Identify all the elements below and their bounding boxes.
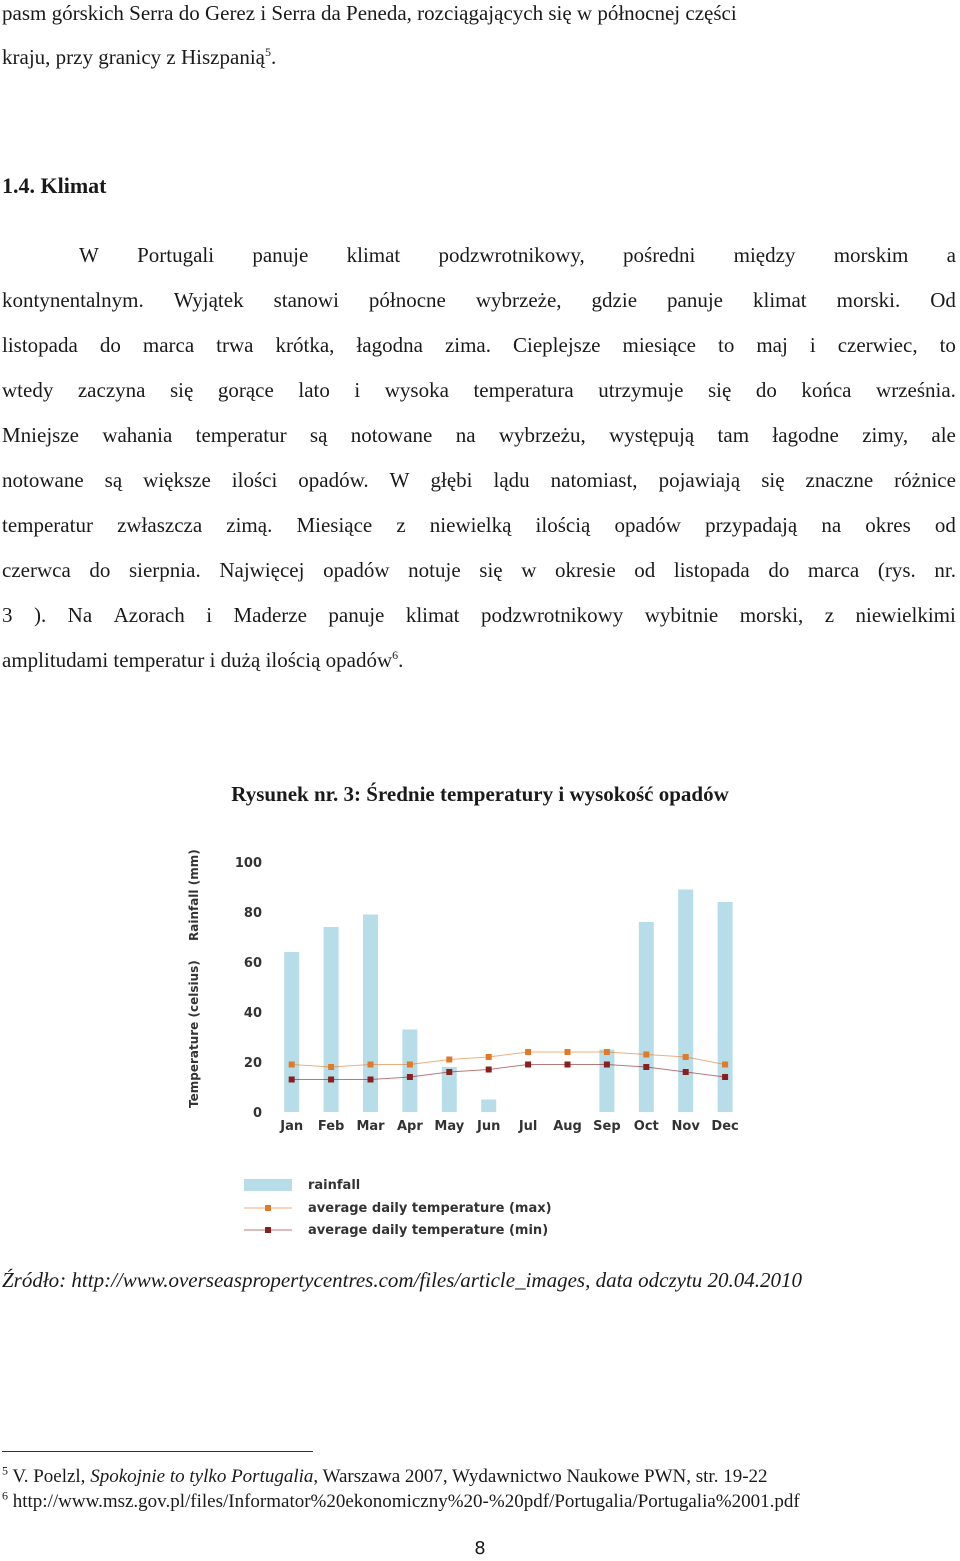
x-tick-label: Nov [671,1119,700,1134]
temp-min-point [328,1077,334,1083]
temp-min-point [722,1074,728,1080]
temp-min-point [604,1062,610,1068]
temp-max-point [683,1054,689,1060]
x-tick-label: Aug [553,1119,582,1134]
rainfall-bar-sep [599,1050,614,1113]
footnote-separator [2,1451,313,1452]
temp-min-point [446,1069,452,1075]
intro-line-1: pasm górskich Serra do Gerez i Serra da Peneda, rozciągających się w północnej części [2,1,737,25]
temp-max-point [407,1062,413,1068]
temp-max-point [289,1062,295,1068]
y-tick-label: 60 [243,956,262,971]
rainfall-bar-feb [324,927,339,1112]
rainfall-bar-oct [639,922,654,1112]
x-tick-label: Oct [633,1119,659,1134]
rainfall-bar-apr [402,1030,417,1113]
paragraph-line: temperatur zwłaszcza zimą. Miesiące z niewielką ilością opadów przypadają na okres od [2,513,956,537]
temp-min-point [565,1062,571,1068]
paragraph-line: W Portugali panuje klimat podzwrotnikowy, pośredni między morskim a [79,243,956,267]
footnote-6-link[interactable]: http://www.msz.gov.pl/files/Informator%20ekonomiczny%20-%20pdf/Portugalia/Portugalia%2001.pdf [12,1491,800,1512]
legend-marker-min [265,1227,271,1233]
footnote-ref-6[interactable]: 6 [392,648,399,662]
footnote-6: $^6$ http://www.msz.gov.pl/files/Informator%20ekonomiczny%20-%20pdf/Portugalia/Portugalia%2001.pdf [2,1488,800,1512]
figure-caption: Rysunek nr. 3: Średnie temperatury i wysokość opadów [231,782,729,806]
rainfall-bar-nov [678,890,693,1113]
paragraph-line: kontynentalnym. Wyjątek stanowi północne wybrzeże, gdzie panuje klimat morski. Od [2,288,956,312]
temp-max-point [525,1049,531,1055]
paragraph-line: wtedy zaczyna się gorące lato i wysoka temperatura utrzymuje się do końca września. [2,378,956,402]
paragraph-line: Mniejsze wahania temperatur są notowane na wybrzeżu, występują tam łagodne zimy, ale [2,423,956,447]
temp-min-point [683,1069,689,1075]
temp-max-point [643,1052,649,1058]
temp-max-point [565,1049,571,1055]
y-axis-title-rainfall: Rainfall (mm) [187,849,201,941]
climate-chart [160,846,739,1242]
temp-min-point [289,1077,295,1083]
temp-min-point [486,1067,492,1073]
paragraph-line: 3 ). Na Azorach i Maderze panuje klimat podzwrotnikowy wybitnie morski, z niewielkimi [2,603,956,627]
x-tick-label: Feb [317,1119,345,1134]
paragraph-line: notowane są większe ilości opadów. W głębi lądu natomiast, pojawiają się znaczne różnice [2,468,956,492]
legend-label: rainfall [308,1178,361,1193]
y-tick-label: 40 [243,1006,262,1021]
x-tick-label: Jun [477,1119,501,1134]
y-axis-title-temperature: Temperature (celsius) [187,960,201,1108]
rainfall-bar-dec [718,902,733,1112]
x-tick-label: Dec [711,1119,739,1134]
y-tick-label: 20 [243,1056,262,1071]
y-tick-label: 100 [234,856,262,871]
x-tick-label: Mar [356,1119,385,1134]
y-tick-label: 0 [252,1106,262,1121]
x-tick-label: Jul [518,1119,538,1134]
y-tick-label: 80 [243,906,262,921]
x-tick-label: Jan [280,1119,304,1134]
section-heading: 1.4. Klimat [2,173,107,198]
rainfall-bar-jun [481,1100,496,1113]
x-tick-label: Apr [397,1119,423,1134]
intro-line-2: kraju, przy granicy z Hiszpanią$^5$. [2,45,277,69]
footnote-ref-5[interactable]: 5 [264,45,271,59]
temp-max-point [368,1062,374,1068]
legend-label: average daily temperature (max) [308,1201,552,1216]
x-tick-label: Sep [593,1119,621,1134]
temp-max-point [446,1057,452,1063]
footnote-5: $^5$ V. Poelzl, Spokojnie to tylko Portugalia, Warszawa 2007, Wydawnictwo Naukowe PWN, str. 19-22 [2,1463,768,1487]
legend-label: average daily temperature (min) [308,1223,549,1238]
paragraph-line: czerwca do sierpnia. Najwięcej opadów notuje się w okresie od listopada do marca (rys. nr. [2,558,956,582]
paragraph-line: listopada do marca trwa krótka, łagodna zima. Cieplejsze miesiące to maj i czerwiec, to [2,333,956,357]
rainfall-bar-jan [284,952,299,1112]
temp-max-point [604,1049,610,1055]
temp-max-point [722,1062,728,1068]
page-number: 8 [474,1538,486,1559]
legend-swatch-rainfall [244,1179,292,1191]
temp-min-point [525,1062,531,1068]
legend-marker-max [265,1205,271,1211]
y-axis-titles [187,849,201,1108]
temp-min-point [407,1074,413,1080]
temp-max-point [328,1064,334,1070]
paragraph-last-line: amplitudami temperatur i dużą ilością opadów$^6$. [2,648,404,672]
x-tick-label: May [434,1119,465,1134]
figure-source: Źródło: http://www.overseaspropertycentres.com/files/article_images, data odczytu 20.04.2010 [2,1268,803,1292]
temp-min-point [368,1077,374,1083]
temp-min-point [643,1064,649,1070]
temp-max-point [486,1054,492,1060]
